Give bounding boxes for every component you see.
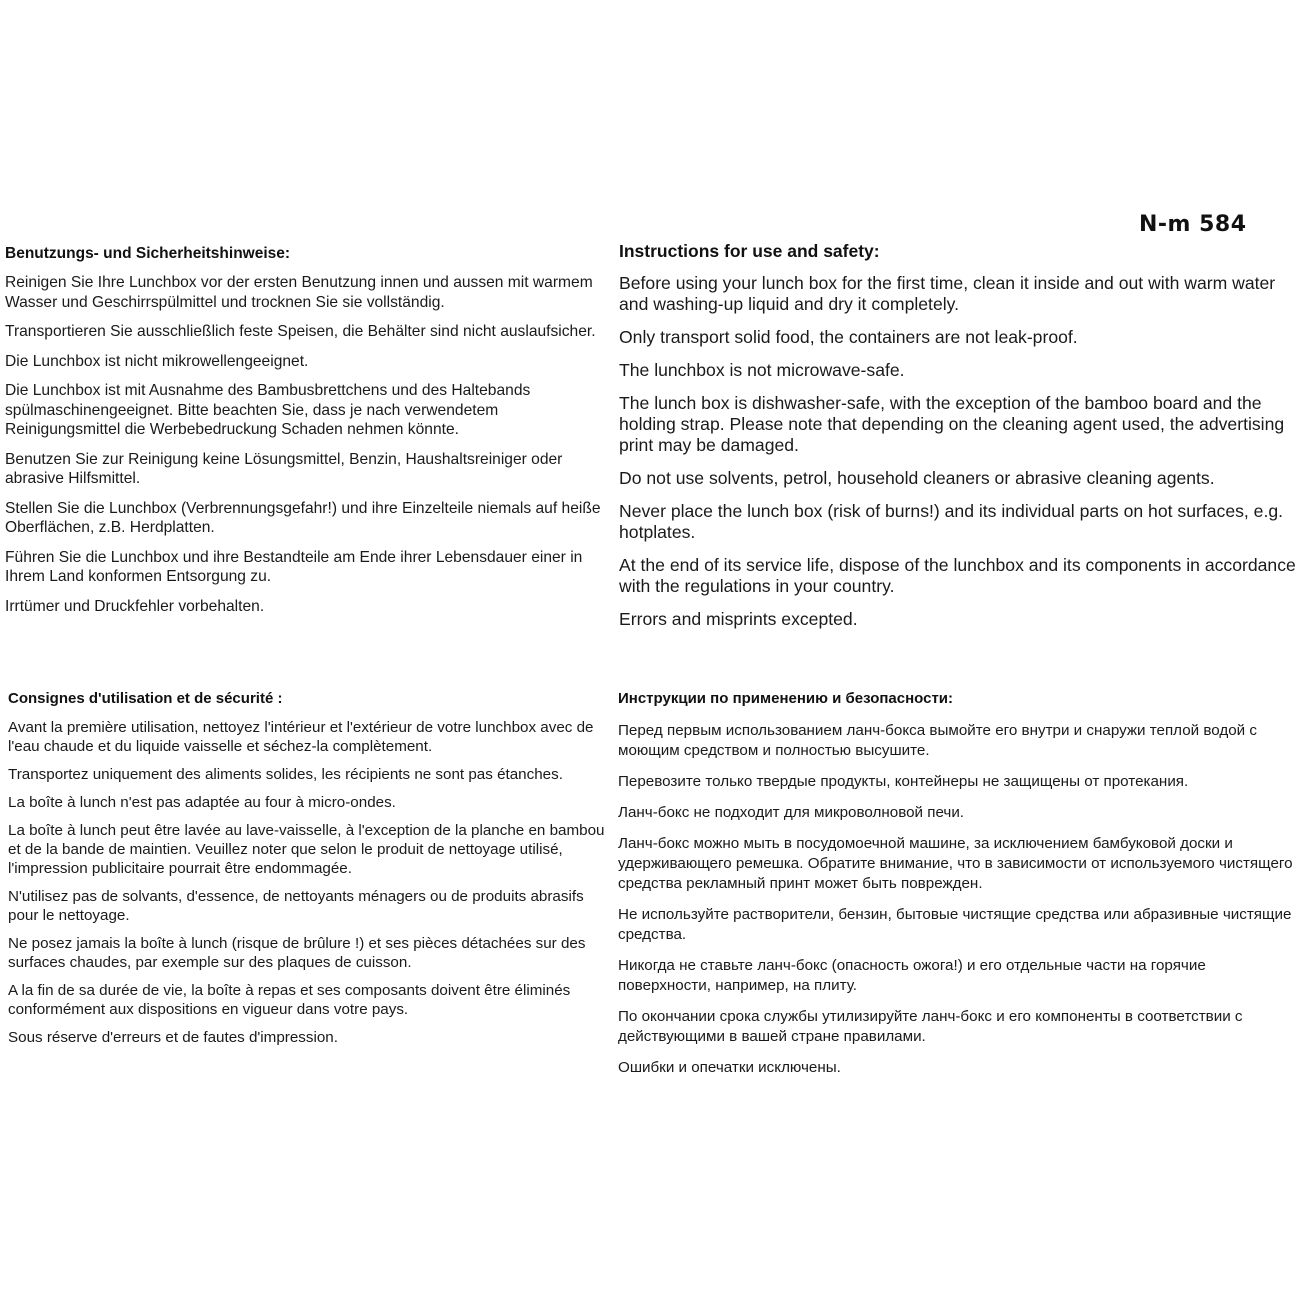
instruction-item: Irrtümer und Druckfehler vorbehalten. (5, 597, 265, 615)
instruction-item: At the end of its service life, dispose of the lunchbox and its components in accordance with the regulations in your country. (619, 555, 1296, 596)
model-code: N-m 584 (1139, 212, 1247, 237)
instruction-item: Перед первым использованием ланч-бокса вымойте его внутри и снаружи теплой водой с моющим средством и полностью высушите. (618, 722, 1257, 759)
instruction-item: Ошибки и опечатки исключены. (618, 1059, 841, 1076)
instruction-item: The lunch box is dishwasher-safe, with the exception of the bamboo board and the holding strap. Please note that depending on the cleaning agent used, the advertising print may be damaged. (619, 393, 1285, 455)
instruction-item: Ne posez jamais la boîte à lunch (risque de brûlure !) et ses pièces détachées sur des surfaces chaudes, par exemple sur des plaques de cuisson. (8, 935, 586, 971)
instruction-item: Never place the lunch box (risk of burns!) and its individual parts on hot surfaces, e.g. hotplates. (619, 501, 1284, 542)
instruction-item: Benutzen Sie zur Reinigung keine Lösungsmittel, Benzin, Haushaltsreiniger oder abrasive Hilfsmittel. (5, 450, 563, 487)
instruction-item: La boîte à lunch n'est pas adaptée au four à micro-ondes. (8, 794, 396, 811)
instruction-item: Ланч-бокс не подходит для микроволновой печи. (618, 804, 965, 821)
instruction-item: N'utilisez pas de solvants, d'essence, de nettoyants ménagers ou de produits abrasifs pour le nettoyage. (8, 888, 584, 924)
instruction-item: Only transport solid food, the containers are not leak-proof. (619, 327, 1078, 347)
section-heading: Consignes d'utilisation et de sécurité : (8, 690, 283, 707)
instruction-item: Перевозите только твердые продукты, контейнеры не защищены от протекания. (618, 773, 1189, 790)
instruction-item: Stellen Sie die Lunchbox (Verbrennungsgefahr!) und ihre Einzelteile niemals auf heiße Oberflächen, z.B. Herdplatten. (5, 499, 601, 536)
instruction-item: Reinigen Sie Ihre Lunchbox vor der ersten Benutzung innen und aussen mit warmem Wasser und Geschirrspülmittel und trocknen Sie sie vollständig. (5, 274, 593, 311)
instruction-item: A la fin de sa durée de vie, la boîte à repas et ses composants doivent être éliminés conformément aux dispositions en vigueur dans votre pays. (8, 982, 571, 1018)
instruction-item: Sous réserve d'erreurs et de fautes d'impression. (8, 1029, 338, 1046)
instruction-item: Avant la première utilisation, nettoyez l'intérieur et l'extérieur de votre lunchbox avec de l'eau chaude et du liquide vaisselle et séchez-la complètement. (8, 719, 594, 755)
section-english (619, 240, 1299, 642)
instruction-item: Transportieren Sie ausschließlich feste Speisen, die Behälter sind nicht auslaufsicher. (5, 323, 596, 340)
instruction-item: Не используйте растворители, бензин, бытовые чистящие средства или абразивные чистящие средства. (618, 906, 1292, 943)
section-heading: Инструкции по применению и безопасности: (618, 690, 954, 707)
instruction-item: Before using your lunch box for the first time, clean it inside and out with warm water and washing-up liquid and dry it completely. (619, 273, 1276, 314)
section-heading: Benutzungs- und Sicherheitshinweise: (5, 245, 291, 262)
instruction-item: Ланч-бокс можно мыть в посудомоечной машине, за исключением бамбуковой доски и удерживающего ремешка. Обратите внимание, что в зависимости от используемого чистящего средства рекламный принт может быть поврежден. (618, 835, 1293, 892)
instruction-item: Transportez uniquement des aliments solides, les récipients ne sont pas étanches. (8, 766, 563, 783)
instruction-item: Führen Sie die Lunchbox und ihre Bestandteile am Ende ihrer Lebensdauer einer in Ihrem Land konformen Entsorgung zu. (5, 548, 583, 585)
instruction-item: По окончании срока службы утилизируйте ланч-бокс и его компоненты в соответствии с действующими в вашей стране правилами. (618, 1008, 1243, 1045)
instruction-item: Do not use solvents, petrol, household cleaners or abrasive cleaning agents. (619, 468, 1215, 488)
section-french (8, 689, 613, 1056)
section-heading: Instructions for use and safety: (619, 241, 880, 261)
instruction-item: Никогда не ставьте ланч-бокс (опасность ожога!) и его отдельные части на горячие поверхности, например, на плиту. (618, 957, 1206, 994)
instruction-item: Die Lunchbox ist mit Ausnahme des Bambusbrettchens und des Haltebands spülmaschinengeeignet. Bitte beachten Sie, dass je nach verwendetem Reinigungsmittel die Werbebedruckung Schaden nehmen könnte. (5, 382, 531, 438)
section-german (5, 244, 617, 626)
instruction-item: Die Lunchbox ist nicht mikrowellengeeignet. (5, 352, 309, 370)
section-russian (618, 689, 1298, 1089)
instruction-item: The lunchbox is not microwave-safe. (619, 360, 905, 380)
instruction-item: La boîte à lunch peut être lavée au lave-vaisselle, à l'exception de la planche en bambou et de la bande de maintien. Veuillez noter que selon le produit de nettoyage utilisé, l'impression publicitaire pourrait être endommagée. (8, 822, 605, 877)
instruction-item: Errors and misprints excepted. (619, 609, 858, 629)
